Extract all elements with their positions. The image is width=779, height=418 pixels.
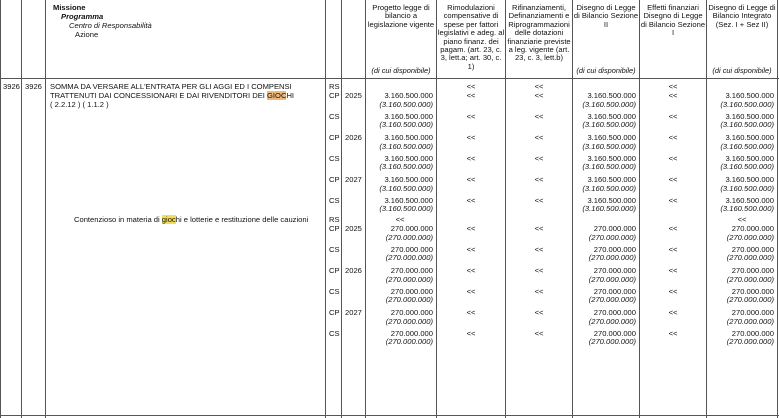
amount-value: 3.160.500.000 (384, 133, 433, 142)
row-type-cp: CP (329, 224, 340, 233)
amount-value: 3.160.500.000 (587, 91, 636, 100)
amount-value: << (668, 286, 678, 296)
amount-value: 3.160.500.000 (587, 153, 636, 163)
available-amount: (270.000.000) (385, 232, 433, 242)
amount-value: << (668, 224, 678, 233)
amount-value: 270.000.000 (390, 328, 433, 338)
amount-value: 270.000.000 (731, 286, 774, 296)
amount-value: << (668, 244, 678, 254)
chapter-code: 3926 (3, 82, 20, 91)
amount-value: << (466, 195, 476, 205)
grid-line (21, 0, 22, 418)
grid-line (0, 0, 1, 418)
amount-value: 270.000.000 (731, 224, 774, 233)
centro-label: Centro di Responsabilità (69, 21, 152, 30)
available-amount: (270.000.000) (385, 253, 433, 263)
programma-label: Programma (61, 12, 104, 21)
grid-line (341, 0, 342, 418)
amount-value: << (466, 328, 476, 338)
col-header-6: Disegno di Legge di Bilancio Integrato (Sez. I + Sez II) (708, 3, 776, 29)
available-amount: (3.160.500.000) (379, 120, 433, 130)
amount-value: 3.160.500.000 (384, 195, 433, 205)
year-label: 2027 (345, 175, 362, 184)
available-amount: (3.160.500.000) (582, 162, 636, 172)
amount-value: << (534, 153, 544, 163)
col-header-5: Effetti finanziari Disegno di Legge di Bilancio Sezione I (640, 3, 706, 38)
grid-line (777, 0, 778, 418)
row-type-cs: CS (329, 286, 340, 296)
available-amount: (3.160.500.000) (379, 183, 433, 193)
amount-value: 270.000.000 (593, 308, 636, 317)
amount-value: 270.000.000 (390, 224, 433, 233)
amount-value: 270.000.000 (593, 266, 636, 275)
amount-value: << (466, 111, 476, 121)
chapter-description-line1: SOMMA DA VERSARE ALL'ENTRATA PER GLI AGGI ED I COMPENSI (50, 82, 292, 91)
amount-value: 270.000.000 (593, 286, 636, 296)
amount-value: 3.160.500.000 (725, 175, 774, 184)
amount-value: << (534, 111, 544, 121)
col-header-2: Rimodulazioni compensative di spese per fattori legislativi e adeg. al piano finanz. dei pagam. (art. 23, c. 3, lett.a; art. 30, c. 1) (437, 3, 505, 71)
amount-value: << (534, 308, 544, 317)
search-highlight: gioc (161, 215, 176, 224)
available-amount: (270.000.000) (726, 316, 774, 326)
available-amount: (270.000.000) (588, 295, 636, 305)
amount-value: << (466, 266, 476, 275)
amount-value: 270.000.000 (731, 308, 774, 317)
row-type-cp: CP (329, 175, 340, 184)
row-type-cp: CP (329, 266, 340, 275)
available-amount: (3.160.500.000) (582, 141, 636, 151)
amount-value: 270.000.000 (390, 286, 433, 296)
amount-value: << (534, 286, 544, 296)
amount-value: << (466, 224, 476, 233)
available-amount: (3.160.500.000) (582, 99, 636, 109)
row-type-cp: CP (329, 308, 340, 317)
available-amount: (3.160.500.000) (582, 120, 636, 130)
available-amount: (270.000.000) (726, 253, 774, 263)
amount-value: 270.000.000 (731, 266, 774, 275)
amount-value: << (534, 133, 544, 142)
amount-value: << (668, 175, 678, 184)
amount-value: 270.000.000 (390, 266, 433, 275)
amount-value: 3.160.500.000 (384, 153, 433, 163)
amount-value: << (668, 328, 678, 338)
col-sub-4: (di cui disponibile) (576, 66, 636, 75)
amount-value: 3.160.500.000 (725, 153, 774, 163)
amount-value: << (534, 244, 544, 254)
year-label: 2027 (345, 308, 362, 317)
col-header-4: Disegno di Legge di Bilancio Sezione II (573, 3, 639, 29)
rs-value: << (395, 215, 405, 224)
amount-value: << (466, 308, 476, 317)
available-amount: (3.160.500.000) (720, 141, 774, 151)
amount-value: << (668, 266, 678, 275)
bottom-border (0, 415, 779, 416)
col-sub-1: (di cui disponibile) (371, 66, 431, 75)
row-type-cp: CP (329, 91, 340, 100)
amount-value: << (534, 266, 544, 275)
amount-value: << (668, 111, 678, 121)
amount-value: 270.000.000 (593, 328, 636, 338)
available-amount: (3.160.500.000) (379, 204, 433, 214)
available-amount: (3.160.500.000) (582, 204, 636, 214)
amount-value: << (466, 175, 476, 184)
amount-value: 3.160.500.000 (384, 91, 433, 100)
chapter-classification: ( 2.2.12 ) ( 1.1.2 ) (50, 100, 109, 109)
available-amount: (270.000.000) (588, 253, 636, 263)
grid-line (325, 0, 326, 418)
available-amount: (270.000.000) (588, 274, 636, 284)
available-amount: (270.000.000) (726, 337, 774, 347)
amount-value: << (466, 91, 476, 100)
year-label: 2025 (345, 91, 362, 100)
col-header-1: Progetto legge di bilancio a legislazione vigente (367, 3, 435, 29)
row-type-cp: CP (329, 133, 340, 142)
year-label: 2025 (345, 224, 362, 233)
amount-value: << (534, 328, 544, 338)
amount-value: << (668, 91, 678, 100)
amount-value: << (668, 195, 678, 205)
row-type-cs: CS (329, 328, 340, 338)
amount-value: 270.000.000 (390, 308, 433, 317)
available-amount: (3.160.500.000) (720, 204, 774, 214)
amount-value: << (668, 153, 678, 163)
header-separator (0, 78, 779, 79)
amount-value: << (466, 244, 476, 254)
amount-value: 3.160.500.000 (587, 175, 636, 184)
rs-value: << (668, 82, 678, 91)
amount-value: << (534, 175, 544, 184)
amount-value: 270.000.000 (731, 328, 774, 338)
chapter-description-line2: TRATTENUTI DAI CONCESSIONARI E DAI RIVENDITORI DEI GIOCHI (50, 91, 295, 100)
available-amount: (270.000.000) (385, 274, 433, 284)
row-type-rs: RS (329, 82, 340, 91)
amount-value: 3.160.500.000 (725, 91, 774, 100)
available-amount: (270.000.000) (726, 295, 774, 305)
available-amount: (270.000.000) (726, 274, 774, 284)
search-highlight: GIOC (267, 91, 287, 100)
amount-value: << (466, 286, 476, 296)
row-type-cs: CS (329, 244, 340, 254)
available-amount: (3.160.500.000) (379, 141, 433, 151)
available-amount: (270.000.000) (588, 337, 636, 347)
col-header-3: Rifinanziamenti, Definanziamenti e Riprogrammazioni delle dotazioni finanziarie previste a leg. vigente (art. 23, c. 3, lett.b) (507, 3, 571, 63)
amount-value: << (534, 224, 544, 233)
amount-value: 3.160.500.000 (384, 111, 433, 121)
available-amount: (270.000.000) (385, 316, 433, 326)
available-amount: (3.160.500.000) (720, 99, 774, 109)
amount-value: 3.160.500.000 (725, 195, 774, 205)
rs-value: << (737, 215, 747, 224)
amount-value: 3.160.500.000 (725, 111, 774, 121)
available-amount: (270.000.000) (588, 316, 636, 326)
amount-value: 3.160.500.000 (725, 133, 774, 142)
action-description: Contenzioso in materia di giochi e lotterie e restituzione delle cauzioni (74, 215, 309, 224)
available-amount: (3.160.500.000) (720, 120, 774, 130)
amount-value: << (668, 308, 678, 317)
missione-label: Missione (53, 3, 86, 12)
rs-value: << (534, 82, 544, 91)
row-type-rs: RS (329, 215, 340, 224)
amount-value: << (466, 153, 476, 163)
grid-line (45, 0, 46, 418)
amount-value: << (466, 133, 476, 142)
available-amount: (3.160.500.000) (582, 183, 636, 193)
amount-value: 270.000.000 (593, 224, 636, 233)
amount-value: 270.000.000 (593, 244, 636, 254)
available-amount: (3.160.500.000) (720, 183, 774, 193)
available-amount: (3.160.500.000) (720, 162, 774, 172)
amount-value: 3.160.500.000 (587, 195, 636, 205)
amount-value: 3.160.500.000 (587, 111, 636, 121)
row-type-cs: CS (329, 153, 340, 163)
year-label: 2026 (345, 266, 362, 275)
available-amount: (270.000.000) (726, 232, 774, 242)
available-amount: (270.000.000) (385, 295, 433, 305)
available-amount: (270.000.000) (588, 232, 636, 242)
available-amount: (270.000.000) (385, 337, 433, 347)
amount-value: 3.160.500.000 (384, 175, 433, 184)
chapter-article-code: 3926 (25, 82, 42, 91)
amount-value: << (534, 195, 544, 205)
amount-value: 3.160.500.000 (587, 133, 636, 142)
available-amount: (3.160.500.000) (379, 162, 433, 172)
col-sub-6: (di cui disponibile) (712, 66, 772, 75)
row-type-cs: CS (329, 195, 340, 205)
amount-value: << (668, 133, 678, 142)
amount-value: 270.000.000 (390, 244, 433, 254)
rs-value: << (466, 82, 476, 91)
available-amount: (3.160.500.000) (379, 99, 433, 109)
year-label: 2026 (345, 133, 362, 142)
azione-label: Azione (75, 30, 99, 39)
grid-line (639, 0, 640, 418)
row-type-cs: CS (329, 111, 340, 121)
amount-value: 270.000.000 (731, 244, 774, 254)
amount-value: << (534, 91, 544, 100)
